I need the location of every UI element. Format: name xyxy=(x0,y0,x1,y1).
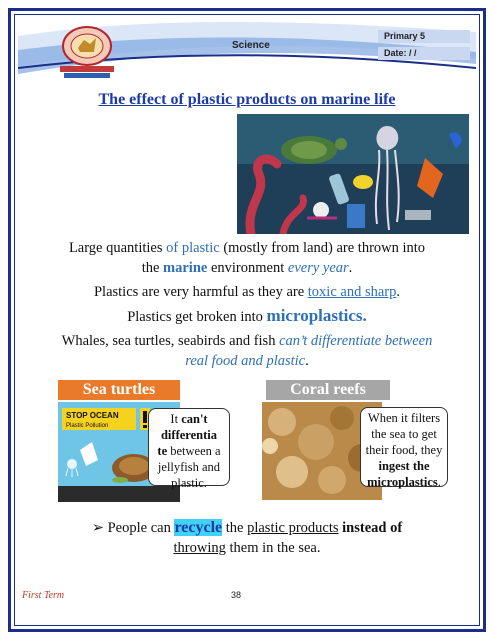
text: the xyxy=(141,260,164,276)
text: . xyxy=(396,284,400,300)
text: between a jellyfish and plastic. xyxy=(157,444,221,490)
text: When it filters the sea to get their food, they xyxy=(365,411,443,457)
text-ingest: ingest the microplastics xyxy=(367,459,438,489)
page-title: The effect of plastic products on marine life xyxy=(98,91,396,108)
page-number: 38 xyxy=(231,590,242,600)
paragraph-2 xyxy=(0,282,494,302)
stop-sign-line-2: Plastic Pollution xyxy=(66,423,109,429)
text-throwing: throwing xyxy=(173,540,226,556)
text: . xyxy=(348,260,353,276)
footer-term: First Term xyxy=(22,590,65,601)
text: It xyxy=(170,412,182,426)
text: (mostly from land) are thrown into xyxy=(219,240,426,256)
text-every-year: every year xyxy=(287,260,349,276)
grade-label: Primary 5 xyxy=(384,31,426,41)
text-instead-of: instead of xyxy=(342,520,403,536)
text: Large quantities xyxy=(68,240,167,256)
sea-turtle-callout xyxy=(148,408,230,490)
coral-reefs-label: Coral reefs xyxy=(266,380,390,400)
text: environment xyxy=(207,260,288,276)
text: Plastics get broken into xyxy=(127,309,267,325)
text: Plastics are very harmful as they are xyxy=(93,284,308,300)
school-logo xyxy=(48,22,126,80)
arrow-bullet-icon: ➢ xyxy=(91,520,104,536)
text-cant: can't xyxy=(181,412,208,426)
subject-label: Science xyxy=(232,40,270,51)
sea-turtles-label: Sea turtles xyxy=(58,380,180,400)
paragraph-4 xyxy=(0,331,494,371)
marine-plastic-illustration xyxy=(237,114,469,234)
date-label: Date: / / xyxy=(384,48,417,58)
text: . xyxy=(437,475,441,489)
paragraph-1 xyxy=(0,238,494,278)
text-plastic-products: plastic products xyxy=(247,520,339,536)
text: People can xyxy=(107,520,175,536)
text: the xyxy=(222,520,248,536)
text-recycle: recycle xyxy=(174,519,223,536)
text-marine: marine xyxy=(163,260,208,276)
text-real-food: real food and plastic xyxy=(185,353,306,369)
text: them in the sea. xyxy=(225,540,321,556)
page-header xyxy=(18,18,476,80)
text-microplastics: microplastics. xyxy=(266,306,367,325)
text-plastic: of plastic xyxy=(166,240,220,256)
recycle-bullet xyxy=(0,518,494,558)
coral-reef-callout xyxy=(360,407,448,487)
stop-sign-line-1: STOP OCEAN xyxy=(66,411,119,420)
text-differentia: differentia xyxy=(160,428,217,442)
text: Whales, sea turtles, seabirds and fish xyxy=(61,333,280,349)
text-toxic-sharp: toxic and sharp xyxy=(307,284,397,300)
paragraph-3 xyxy=(0,306,494,327)
text-cant-differentiate: can’t differentiate between xyxy=(279,333,433,349)
text-te: te xyxy=(157,444,168,458)
text: . xyxy=(305,353,309,369)
